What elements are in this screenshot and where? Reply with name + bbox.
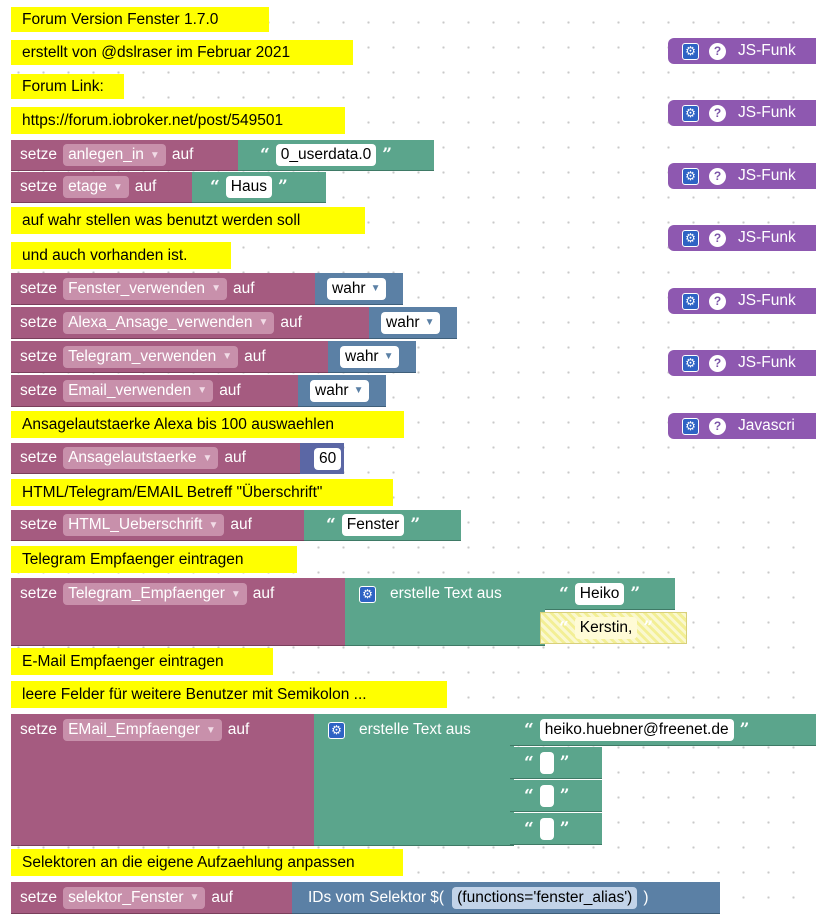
- variable-dropdown[interactable]: anlegen_in ▼: [63, 144, 166, 166]
- text-field[interactable]: 0_userdata.0: [276, 144, 377, 166]
- variable-dropdown[interactable]: selektor_Fenster ▼: [63, 887, 205, 909]
- comment-semicolon-hint[interactable]: [11, 681, 447, 708]
- boolean-block[interactable]: [369, 307, 457, 339]
- comment-text: Ansagelautstaerke Alexa bis 100 auswaehlen: [22, 415, 334, 433]
- set-html-ueberschrift-block[interactable]: setze HTML_Ueberschrift ▼ auf: [11, 510, 321, 541]
- boolean-dropdown[interactable]: wahr ▼: [310, 380, 369, 402]
- comment-author[interactable]: [11, 40, 353, 65]
- text-field[interactable]: Fenster: [342, 514, 405, 536]
- help-icon[interactable]: ?: [709, 43, 726, 60]
- text-block[interactable]: “ Fenster ”: [304, 510, 461, 541]
- js-function-block[interactable]: ⚙ ? JS-Funk: [668, 225, 816, 251]
- text-block[interactable]: “ Heiko ”: [545, 578, 675, 610]
- variable-dropdown[interactable]: Telegram_Empfaenger ▼: [63, 583, 247, 605]
- comment-text: Telegram Empfaenger eintragen: [22, 550, 244, 568]
- js-function-block[interactable]: ⚙ ? JS-Funk: [668, 163, 816, 189]
- gear-icon[interactable]: ⚙: [359, 586, 376, 603]
- comment-text: Selektoren an die eigene Aufzaehlung anpassen: [22, 853, 355, 871]
- js-function-block[interactable]: ⚙ ? Javascri: [668, 413, 816, 439]
- chevron-down-icon: ▼: [424, 317, 435, 328]
- comment-text: erstellt von @dslraser im Februar 2021: [22, 43, 291, 61]
- text-field[interactable]: Kerstin,: [575, 617, 638, 639]
- comment-text: und auch vorhanden ist.: [22, 246, 188, 264]
- chevron-down-icon: ▼: [230, 588, 241, 600]
- gear-icon[interactable]: ⚙: [682, 168, 699, 185]
- chevron-down-icon: ▼: [189, 892, 200, 903]
- text-field-empty[interactable]: [540, 752, 554, 774]
- chevron-down-icon: ▼: [353, 385, 364, 396]
- gear-icon[interactable]: ⚙: [682, 418, 699, 435]
- selector-field[interactable]: (functions='fenster_alias'): [452, 887, 637, 909]
- comment-volume-hint[interactable]: [11, 411, 404, 438]
- chevron-down-icon: ▼: [197, 385, 208, 396]
- set-selektor-fenster-block[interactable]: setze selektor_Fenster ▼ auf: [11, 882, 301, 914]
- gear-icon[interactable]: ⚙: [682, 293, 699, 310]
- boolean-block[interactable]: [298, 375, 386, 407]
- set-email-verwenden-block[interactable]: setze Email_verwenden ▼ auf: [11, 375, 317, 407]
- help-icon[interactable]: ?: [709, 230, 726, 247]
- chevron-down-icon: ▼: [149, 149, 160, 161]
- text-field[interactable]: Heiko: [575, 583, 625, 605]
- variable-dropdown[interactable]: Fenster_verwenden ▼: [63, 278, 227, 300]
- comment-enable-hint[interactable]: [11, 207, 365, 234]
- comment-forum-url[interactable]: [11, 107, 345, 134]
- text-block[interactable]: “ Haus ”: [192, 172, 326, 203]
- help-icon[interactable]: ?: [709, 168, 726, 185]
- comment-version[interactable]: [11, 7, 269, 32]
- comment-selector-hint[interactable]: [11, 849, 403, 876]
- number-block[interactable]: [300, 443, 344, 474]
- comment-subject-hint[interactable]: [11, 479, 393, 506]
- boolean-block[interactable]: [315, 273, 403, 305]
- comment-text: Forum Version Fenster 1.7.0: [22, 10, 219, 28]
- comment-telegram-recipients[interactable]: [11, 546, 297, 573]
- comment-forum-link-label[interactable]: [11, 74, 124, 99]
- js-function-block[interactable]: ⚙ ? JS-Funk: [668, 100, 816, 126]
- comment-text: https://forum.iobroker.net/post/549501: [22, 111, 284, 129]
- gear-icon[interactable]: ⚙: [682, 355, 699, 372]
- text-block-empty[interactable]: “ ”: [510, 780, 602, 812]
- text-block-empty[interactable]: “ ”: [510, 747, 602, 779]
- text-field[interactable]: heiko.huebner@freenet.de: [540, 719, 734, 741]
- js-function-block[interactable]: ⚙ ? JS-Funk: [668, 350, 816, 376]
- help-icon[interactable]: ?: [709, 105, 726, 122]
- comment-text: Forum Link:: [22, 77, 104, 95]
- text-block[interactable]: “ heiko.huebner@freenet.de ”: [510, 714, 816, 746]
- comment-text: leere Felder für weitere Benutzer mit Semikolon ...: [22, 685, 367, 703]
- boolean-dropdown[interactable]: wahr ▼: [327, 278, 386, 300]
- chevron-down-icon: ▼: [222, 351, 233, 362]
- chevron-down-icon: ▼: [112, 181, 123, 193]
- chevron-down-icon: ▼: [258, 317, 269, 328]
- text-field-empty[interactable]: [540, 818, 554, 840]
- variable-dropdown[interactable]: HTML_Ueberschrift ▼: [63, 514, 224, 536]
- set-email-empfaenger-block[interactable]: setze EMail_Empfaenger ▼ auf: [11, 714, 324, 846]
- set-anlegen-in-block[interactable]: setze anlegen_in ▼ auf: [11, 140, 253, 171]
- chevron-down-icon: ▼: [202, 452, 213, 464]
- chevron-down-icon: ▼: [211, 283, 221, 294]
- variable-dropdown[interactable]: Ansagelautstaerke ▼: [63, 447, 218, 469]
- disabled-text-block[interactable]: “ Kerstin, ”: [540, 612, 687, 644]
- variable-dropdown[interactable]: Email_verwenden ▼: [63, 380, 213, 402]
- help-icon[interactable]: ?: [709, 418, 726, 435]
- number-field[interactable]: 60: [314, 448, 341, 470]
- text-field-empty[interactable]: [540, 785, 554, 807]
- variable-dropdown[interactable]: etage ▼: [63, 176, 129, 198]
- selector-block[interactable]: IDs vom Selektor $( (functions='fenster_alias') ): [292, 882, 720, 914]
- js-function-block[interactable]: ⚙ ? JS-Funk: [668, 38, 816, 64]
- boolean-dropdown[interactable]: wahr ▼: [381, 312, 440, 334]
- chevron-down-icon: ▼: [383, 351, 394, 362]
- text-block-empty[interactable]: “ ”: [510, 813, 602, 845]
- chevron-down-icon: ▼: [370, 283, 381, 294]
- js-function-block[interactable]: ⚙ ? JS-Funk: [668, 288, 816, 314]
- gear-icon[interactable]: ⚙: [682, 105, 699, 122]
- set-telegram-empfaenger-block[interactable]: setze Telegram_Empfaenger ▼ auf: [11, 578, 355, 646]
- join-text-block[interactable]: ⚙ erstelle Text aus: [314, 714, 514, 846]
- set-telegram-verwenden-block[interactable]: setze Telegram_verwenden ▼ auf: [11, 341, 347, 373]
- set-fenster-verwenden-block[interactable]: setze Fenster_verwenden ▼ auf: [11, 273, 331, 305]
- boolean-block[interactable]: [328, 341, 416, 373]
- comment-email-recipients[interactable]: [11, 648, 273, 675]
- gear-icon[interactable]: ⚙: [328, 722, 345, 739]
- gear-icon[interactable]: ⚙: [682, 230, 699, 247]
- variable-dropdown[interactable]: EMail_Empfaenger ▼: [63, 719, 222, 741]
- comment-available-hint[interactable]: [11, 242, 231, 269]
- text-block[interactable]: “ 0_userdata.0 ”: [238, 140, 434, 171]
- variable-dropdown[interactable]: Telegram_verwenden ▼: [63, 346, 238, 368]
- chevron-down-icon: ▼: [205, 724, 216, 736]
- text-field[interactable]: Haus: [226, 176, 272, 198]
- help-icon[interactable]: ?: [709, 355, 726, 372]
- boolean-dropdown[interactable]: wahr ▼: [340, 346, 399, 368]
- help-icon[interactable]: ?: [709, 293, 726, 310]
- comment-text: auf wahr stellen was benutzt werden soll: [22, 211, 301, 229]
- variable-dropdown[interactable]: Alexa_Ansage_verwenden ▼: [63, 312, 274, 334]
- gear-icon[interactable]: ⚙: [682, 43, 699, 60]
- set-etage-block[interactable]: setze etage ▼ auf: [11, 172, 198, 203]
- set-alexa-ansage-block[interactable]: setze Alexa_Ansage_verwenden ▼ auf: [11, 307, 387, 339]
- join-text-block[interactable]: ⚙ erstelle Text aus: [345, 578, 545, 646]
- chevron-down-icon: ▼: [208, 519, 219, 531]
- comment-text: E-Mail Empfaenger eintragen: [22, 652, 224, 670]
- comment-text: HTML/Telegram/EMAIL Betreff "Überschrift": [22, 483, 323, 501]
- set-ansagelautstaerke-block[interactable]: setze Ansagelautstaerke ▼ auf: [11, 443, 319, 474]
